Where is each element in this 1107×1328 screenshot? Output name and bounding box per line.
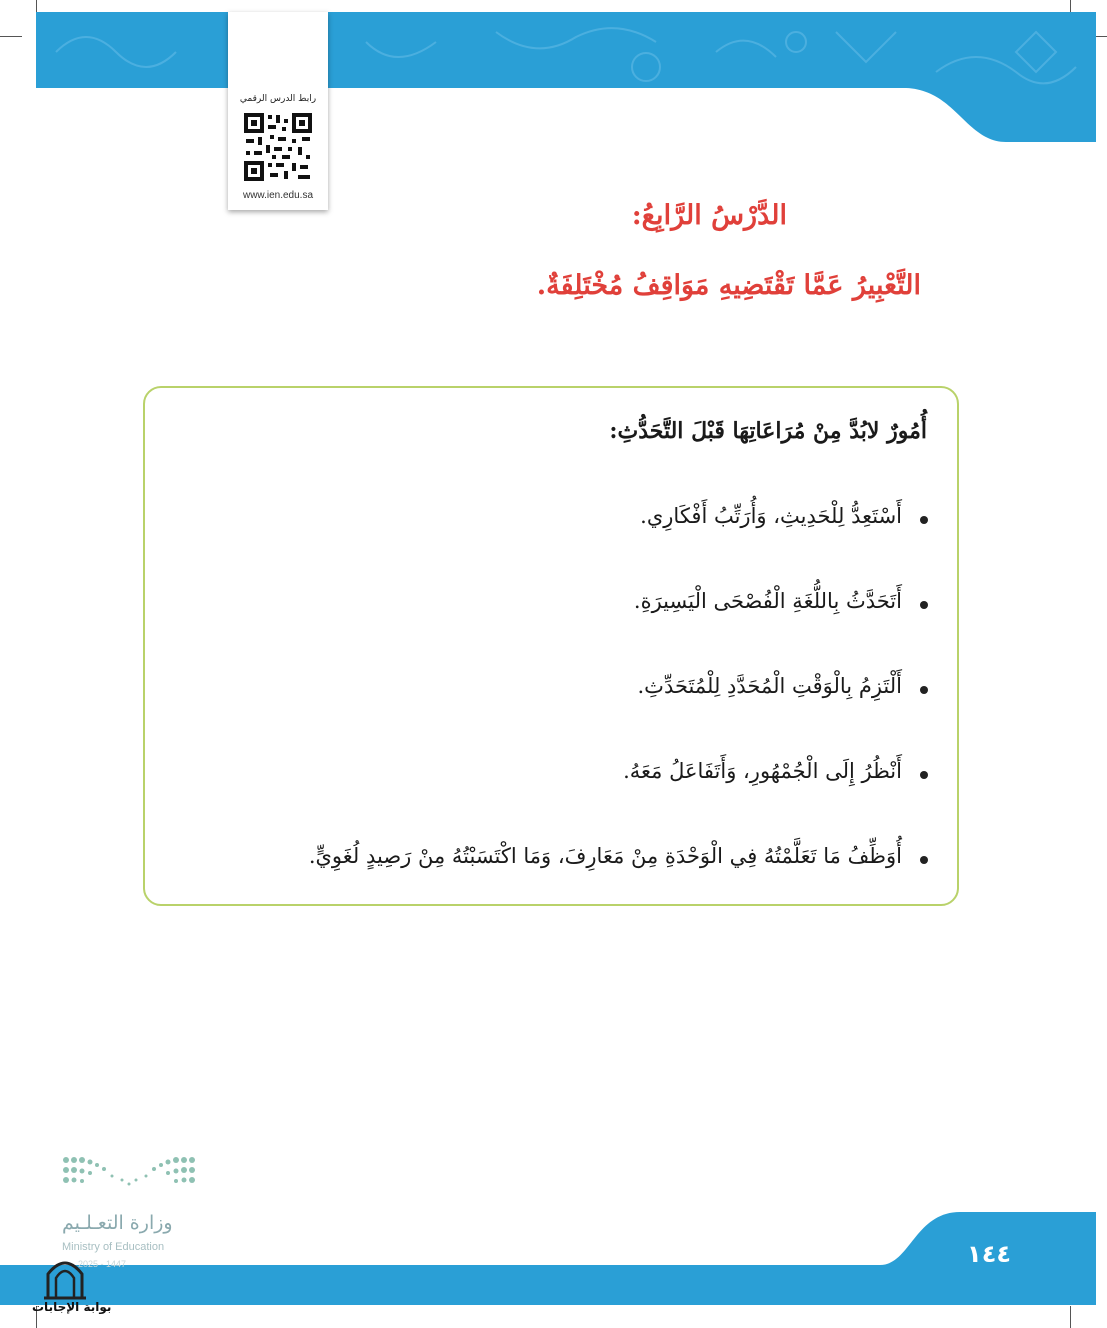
qr-card[interactable] <box>228 12 328 210</box>
list-item <box>634 589 902 613</box>
crop-mark <box>1070 1306 1071 1328</box>
bullet-icon <box>920 856 928 864</box>
bullet-icon <box>920 601 928 609</box>
answers-gate-label: بوابة الإجابات <box>32 1300 112 1314</box>
edition-year: 2025 - 1447 <box>78 1259 127 1269</box>
ministry-name-english: Ministry of Education <box>62 1241 165 1253</box>
tips-box <box>143 386 959 906</box>
tips-heading: أُمُورٌ لابُدَّ مِنْ مُرَاعَاتِهَا قَبْلَ التَّحَدُّثِ: <box>609 418 927 444</box>
qr-label: رابط الدرس الرقمي <box>239 94 317 104</box>
tip-text: أُوَظِّفُ مَا تَعَلَّمْتُهُ فِي الْوَحْدَةِ مِنْ مَعَارِفَ، وَمَا اكْتَسَبْتُهُ مِنْ رَصِيدٍ لُغَوِيٍّ. <box>308 844 902 868</box>
tips-list <box>145 388 957 904</box>
top-header-band <box>36 12 1096 142</box>
ministry-logo-icon <box>60 1150 200 1200</box>
list-item <box>623 759 902 783</box>
tip-text: أَتَحَدَّثُ بِاللُّغَةِ الْفُصْحَى الْيَسِيرَةِ. <box>633 589 902 613</box>
crop-mark <box>0 36 22 37</box>
lesson-title: التَّعْبِيرُ عَمَّا تَقْتَضِيهِ مَوَاقِفُ مُخْتَلِفَةٌ. <box>536 270 921 301</box>
qr-url[interactable]: www.ien.edu.sa <box>242 190 314 201</box>
bullet-icon <box>920 516 928 524</box>
list-item <box>309 844 902 868</box>
bullet-icon <box>920 686 928 694</box>
bullet-icon <box>920 771 928 779</box>
tip-text: أَسْتَعِدُّ لِلْحَدِيثِ، وَأُرَتِّبُ أَفْكَارِي. <box>640 504 902 528</box>
list-item <box>640 504 902 528</box>
lesson-number: الدَّرْسُ الرَّابِعُ: <box>631 200 787 231</box>
ministry-name-arabic: وزارة التعـلـيم <box>62 1212 173 1234</box>
list-item <box>638 674 903 698</box>
tip-text: أَلْتَزِمُ بِالْوَقْتِ الْمُحَدَّدِ لِلْمُتَحَدِّثِ. <box>637 674 902 698</box>
qr-code-icon[interactable] <box>242 111 314 183</box>
gate-arch-icon <box>44 1254 86 1300</box>
page-number: ١٤٤ <box>967 1240 1011 1268</box>
tip-text: أَنْظُرُ إِلَى الْجُمْهُورِ، وَأَتَفَاعَلُ مَعَهُ. <box>623 759 902 783</box>
